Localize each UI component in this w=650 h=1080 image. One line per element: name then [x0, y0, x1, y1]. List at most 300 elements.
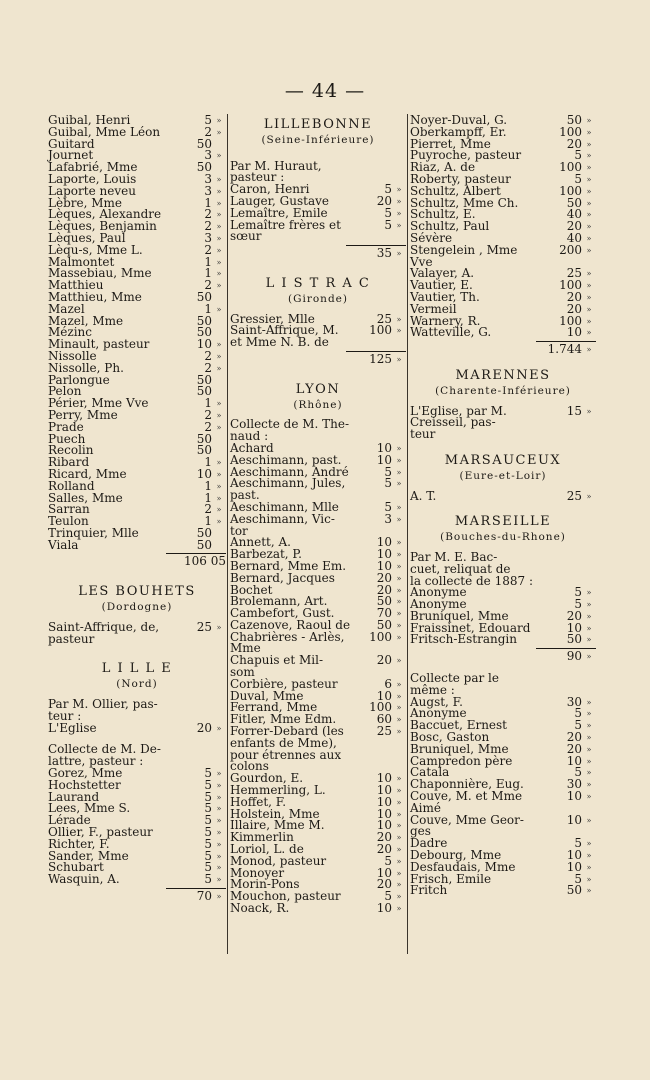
entry-amount: 20: [196, 720, 212, 735]
entry-name: Noack, R.: [230, 901, 290, 916]
entry-name: Hemmerling, L.: [230, 783, 326, 798]
entry-name: Par M. Huraut, pasteur :: [230, 158, 322, 185]
entry-name: Noyer-Duval, G.: [410, 113, 508, 127]
entry-centimes: »: [216, 875, 222, 885]
entry-centimes: »: [396, 845, 402, 855]
list-item: [48, 699, 226, 723]
entry-name: Bernard, Jacques: [230, 570, 335, 585]
entry-amount: 10: [566, 859, 582, 874]
entry-amount: 50: [196, 525, 212, 540]
entry-centimes: »: [216, 517, 222, 527]
entry-centimes: »: [216, 863, 222, 873]
entry-amount: 20: [376, 582, 392, 597]
entry-name: Lèques, Benjamin: [48, 219, 157, 234]
entry-centimes: »: [216, 245, 222, 255]
entry-amount: 20: [566, 289, 582, 304]
entry-name: Watteville, G.: [410, 325, 492, 340]
entry-amount: 25: [566, 488, 582, 503]
entry-centimes: »: [396, 208, 402, 218]
entry-centimes: »: [216, 222, 222, 232]
entry-name: Par M. E. Bac- cuet, reliquat de la collecte de 1887 :: [410, 549, 533, 588]
entry-name: Valayer, A.: [410, 266, 475, 281]
entry-centimes: »: [216, 481, 222, 491]
entry-centimes: »: [396, 609, 402, 619]
entry-name: Dadre: [410, 836, 448, 851]
entry-centimes: »: [396, 774, 402, 784]
entry-centimes: »: [396, 786, 402, 796]
entry-name: Guitard: [48, 136, 95, 151]
entry-name: Guibal, Henri: [48, 113, 131, 127]
entry-amount: 2: [204, 278, 212, 293]
list-item: [230, 217, 406, 244]
list-item: [410, 549, 596, 588]
entry-amount: 50: [566, 195, 582, 210]
entry-amount: 25: [566, 266, 582, 281]
entry-centimes: »: [216, 174, 222, 184]
entry-amount: 50: [196, 431, 212, 446]
entry-name: Bosc, Gaston: [410, 730, 490, 745]
total-row: 90 »: [410, 651, 596, 663]
entry-name: Recolin: [48, 443, 94, 458]
entry-amount: 10: [376, 794, 392, 809]
section-subheading: (Nord): [116, 678, 158, 691]
entry-name: Monod, pasteur: [230, 853, 327, 868]
entry-centimes: »: [586, 756, 592, 766]
entry-amount: 50: [196, 384, 212, 399]
entry-name: Pierret, Mme: [410, 136, 491, 151]
section-heading: LYON: [295, 381, 341, 397]
entry-centimes: »: [216, 469, 222, 479]
total-amount: 106 05: [184, 554, 226, 569]
entry-centimes: »: [396, 561, 402, 571]
entry-name: Pelon: [48, 384, 82, 399]
entry-amount: 2: [204, 502, 212, 517]
entry-amount: 5: [384, 464, 392, 479]
entry-name: Ribard: [48, 455, 90, 470]
entry-name: Lemaître, Emile: [230, 205, 328, 220]
entry-centimes: »: [586, 304, 592, 314]
entry-name: Morin-Pons: [230, 877, 300, 892]
entry-centimes: »: [396, 573, 402, 583]
entry-name: Lemaître frères et sœur: [230, 217, 341, 244]
entry-amount: 2: [204, 207, 212, 222]
entry-name: Caron, Henri: [230, 182, 310, 197]
entry-centimes: »: [586, 588, 592, 598]
entry-centimes: »: [216, 269, 222, 279]
entry-name: Vermeil: [410, 301, 457, 316]
entry-centimes: »: [586, 198, 592, 208]
entry-centimes: »: [216, 399, 222, 409]
entry-centimes: »: [586, 281, 592, 291]
entry-amount: 1: [204, 301, 212, 316]
entry-centimes: »: [586, 600, 592, 610]
section-heading: LES BOUHETS: [78, 584, 196, 600]
entry-amount: 5: [574, 871, 582, 886]
entry-amount: 100: [369, 629, 392, 644]
entry-centimes: »: [216, 127, 222, 137]
entry-name: Lauger, Gustave: [230, 193, 330, 208]
entry-amount: 10: [376, 452, 392, 467]
entry-list: [410, 115, 596, 339]
entry-name: Achard: [230, 440, 274, 455]
entry-amount: 50: [196, 325, 212, 340]
entry-name: Debourg, Mme: [410, 848, 502, 863]
entry-centimes: »: [586, 721, 592, 731]
entry-amount: 10: [566, 848, 582, 863]
entry-amount: 10: [566, 325, 582, 340]
entry-name: Gressier, Mlle: [230, 311, 315, 326]
section-subheading: (Rhône): [293, 398, 343, 411]
entry-name: Par M. Ollier, pas- teur :: [48, 697, 158, 723]
entry-amount: 2: [204, 124, 212, 139]
entry-name: Lérade: [48, 813, 91, 828]
entry-amount: 200: [559, 242, 582, 257]
entry-name: Matthieu, Mme: [48, 289, 142, 304]
entry-centimes: »: [216, 493, 222, 503]
entry-amount: 20: [566, 219, 582, 234]
entry-centimes: »: [396, 455, 402, 465]
entry-amount: 3: [204, 171, 212, 186]
total-row: 1.744 »: [410, 344, 596, 356]
entry-centimes: »: [396, 797, 402, 807]
entry-amount: 5: [384, 205, 392, 220]
entry-centimes: »: [586, 139, 592, 149]
entry-amount: 2: [204, 360, 212, 375]
entry-name: Loriol, L. de: [230, 842, 304, 857]
entry-centimes: »: [396, 809, 402, 819]
entry-list: [48, 115, 226, 551]
entry-amount: 10: [376, 558, 392, 573]
entry-amount: 60: [376, 712, 392, 727]
entry-centimes: »: [216, 816, 222, 826]
entry-centimes: »: [586, 733, 592, 743]
entry-amount: 3: [204, 230, 212, 245]
section-heading: MARSEILLE: [454, 514, 552, 530]
entry-name: Sander, Mme: [48, 848, 129, 863]
entry-name: Salles, Mme: [48, 490, 123, 505]
total-amount: 35: [376, 246, 392, 261]
entry-amount: 20: [376, 842, 392, 857]
entry-amount: 70: [376, 606, 392, 621]
entry-amount: 5: [204, 848, 212, 863]
entry-name: Fritch: [410, 883, 448, 898]
entry-amount: 5: [574, 718, 582, 733]
entry-name: Hoffet, F.: [230, 794, 287, 809]
entry-amount: 10: [376, 901, 392, 916]
entry-centimes: »: [396, 538, 402, 548]
entry-centimes: »: [586, 233, 592, 243]
list-item: [230, 478, 406, 502]
entry-amount: 1: [204, 478, 212, 493]
entry-name: Stengelein , Mme Vve: [410, 242, 518, 269]
entry-name: Vautier, Th.: [410, 289, 480, 304]
list-item: [48, 619, 226, 646]
entry-name: Chabrières - Arlès, Mme: [230, 629, 345, 656]
entry-centimes: »: [396, 656, 402, 666]
entry-centimes: »: [216, 839, 222, 849]
entry-name: Saint-Affrique, M. et Mme N. B. de: [230, 323, 339, 350]
entry-amount: 25: [196, 619, 212, 634]
section-subheading: (Charente-Inférieure): [435, 384, 571, 397]
entry-amount: 40: [566, 207, 582, 222]
entry-centimes: »: [216, 723, 222, 733]
entry-list: [410, 549, 596, 647]
entry-amount: 10: [566, 789, 582, 804]
entry-name: Baccuet, Ernest: [410, 718, 508, 733]
entry-amount: 10: [376, 771, 392, 786]
entry-amount: 50: [566, 113, 582, 127]
right-column: [410, 115, 596, 897]
entry-centimes: »: [216, 281, 222, 291]
entry-centimes: »: [216, 304, 222, 314]
entry-centimes: »: [586, 292, 592, 302]
entry-amount: 20: [566, 741, 582, 756]
entry-centimes: »: [396, 196, 402, 206]
entry-list: [230, 311, 406, 350]
entry-name: Puyroche, pasteur: [410, 148, 522, 163]
entry-name: Lèqu-s, Mme L.: [48, 242, 143, 257]
entry-centimes: »: [586, 316, 592, 326]
entry-amount: 2: [204, 242, 212, 257]
entry-name: Nissolle: [48, 348, 97, 363]
entry-centimes: »: [216, 151, 222, 161]
entry-amount: 50: [196, 313, 212, 328]
entry-centimes: »: [586, 839, 592, 849]
entry-name: Couve, M. et Mme Aimé: [410, 789, 523, 815]
entry-name: Bernard, Mme Em.: [230, 558, 347, 573]
entry-name: Lèques, Alexandre: [48, 207, 162, 222]
entry-name: Collecte par le même :: [410, 671, 499, 697]
entry-centimes: »: [216, 769, 222, 779]
section-heading: L I S T R A C: [265, 275, 371, 291]
entry-centimes: »: [586, 780, 592, 790]
entry-name: Bruniquel, Mme: [410, 741, 509, 756]
entry-name: Prade: [48, 419, 84, 434]
entry-centimes: »: [586, 127, 592, 137]
entry-centimes: »: [586, 186, 592, 196]
entry-name: Schultz, Paul: [410, 219, 490, 234]
list-item: [230, 511, 406, 538]
entry-name: Kimmerlin: [230, 830, 294, 845]
entry-centimes: »: [396, 597, 402, 607]
entry-amount: 5: [204, 766, 212, 781]
entry-name: Lafabrié, Mme: [48, 160, 138, 175]
entry-amount: 50: [196, 136, 212, 151]
entry-amount: 5: [384, 217, 392, 232]
entry-amount: 3: [204, 183, 212, 198]
entry-amount: 50: [566, 632, 582, 647]
entry-amount: 1: [204, 195, 212, 210]
entry-name: Vautier, E.: [410, 278, 473, 293]
entry-name: Guibal, Mme Léon: [48, 124, 161, 139]
entry-centimes: »: [216, 233, 222, 243]
entry-amount: 20: [566, 608, 582, 623]
section-subheading: (Dordogne): [101, 601, 173, 614]
entry-amount: 5: [384, 476, 392, 491]
entry-centimes: »: [216, 505, 222, 515]
entry-amount: 10: [376, 440, 392, 455]
entry-centimes: »: [586, 406, 592, 416]
entry-amount: 100: [559, 124, 582, 139]
entry-name: Bochet: [230, 582, 273, 597]
entry-name: Catala: [410, 765, 450, 780]
entry-name: Collecte de M. The- naud :: [230, 417, 350, 444]
entry-amount: 5: [574, 148, 582, 163]
entry-list: [230, 419, 406, 914]
entry-list: [48, 744, 226, 886]
list-item: [410, 488, 596, 503]
entry-name: Schultz, Albert: [410, 183, 501, 198]
entry-name: Puech: [48, 431, 86, 446]
entry-centimes: »: [396, 821, 402, 831]
entry-centimes: »: [586, 744, 592, 754]
entry-name: Brolemann, Art.: [230, 594, 328, 609]
list-item: [410, 673, 596, 697]
entry-name: Schultz, Mme Ch.: [410, 195, 519, 210]
entry-centimes: »: [396, 550, 402, 560]
entry-amount: 3: [204, 148, 212, 163]
list-item: [230, 903, 406, 915]
entry-name: Aeschimann, Mlle: [230, 499, 339, 514]
entry-centimes: »: [396, 502, 402, 512]
entry-name: Riaz, A. de: [410, 160, 476, 175]
entry-name: Hochstetter: [48, 777, 121, 792]
entry-amount: 50: [196, 537, 212, 552]
list-item: [230, 419, 406, 443]
entry-name: Duval, Mme: [230, 688, 304, 703]
entry-centimes: »: [586, 269, 592, 279]
entry-name: Malmontet: [48, 254, 115, 269]
entry-amount: 1: [204, 396, 212, 411]
entry-amount: 1: [204, 254, 212, 269]
entry-name: Laporte neveu: [48, 183, 136, 198]
entry-centimes: »: [586, 245, 592, 255]
entry-name: Schultz, E.: [410, 207, 476, 222]
entry-amount: 10: [196, 466, 212, 481]
entry-centimes: »: [396, 326, 402, 336]
entry-amount: 1: [204, 490, 212, 505]
entry-amount: 20: [376, 193, 392, 208]
entry-amount: 20: [376, 877, 392, 892]
entry-name: L'Eglise, par M. Creisseil, pas- teur: [410, 403, 507, 442]
entry-name: Parlongue: [48, 372, 110, 387]
entry-amount: 5: [204, 825, 212, 840]
list-item: [410, 885, 596, 897]
entry-name: Couve, Mme Geor- ges: [410, 812, 524, 839]
entry-amount: 2: [204, 407, 212, 422]
list-item: [410, 403, 596, 442]
entry-name: Aeschimann, past.: [230, 452, 342, 467]
entry-amount: 1: [204, 266, 212, 281]
entry-centimes: »: [216, 792, 222, 802]
entry-amount: 1: [204, 455, 212, 470]
entry-centimes: »: [586, 768, 592, 778]
section-subheading: (Bouches-du-Rhone): [440, 531, 566, 544]
entry-centimes: »: [396, 691, 402, 701]
list-item: [230, 158, 406, 185]
entry-name: Illaire, Mme M.: [230, 818, 325, 833]
list-item: [230, 655, 406, 679]
entry-amount: 50: [196, 372, 212, 387]
entry-name: Fritsch-Estrangin: [410, 632, 517, 647]
entry-amount: 15: [566, 403, 582, 418]
section-subheading: (Eure-et-Loir): [459, 469, 547, 482]
entry-amount: 25: [376, 311, 392, 326]
entry-amount: 5: [204, 813, 212, 828]
entry-amount: 10: [376, 806, 392, 821]
total-amount: 70: [196, 889, 212, 904]
list-item: [410, 327, 596, 339]
entry-centimes: »: [396, 620, 402, 630]
total-row: [48, 556, 226, 568]
entry-amount: 5: [384, 853, 392, 868]
entry-centimes: »: [396, 679, 402, 689]
entry-centimes: »: [396, 904, 402, 914]
entry-name: Gourdon, E.: [230, 771, 304, 786]
entry-name: Barbezat, P.: [230, 547, 302, 562]
total-amount: 90: [566, 649, 582, 664]
total-amount: 1.744: [547, 342, 582, 357]
page-number: — 44 —: [284, 80, 366, 102]
entry-centimes: »: [586, 210, 592, 220]
entry-name: Journet: [48, 148, 94, 163]
entry-list: [410, 673, 596, 897]
entry-centimes: »: [396, 715, 402, 725]
entry-amount: 5: [204, 113, 212, 127]
entry-name: Mazel, Mme: [48, 313, 124, 328]
entry-name: Perry, Mme: [48, 407, 118, 422]
entry-centimes: »: [586, 635, 592, 645]
entry-name: Schubart: [48, 860, 104, 875]
entry-name: Fraissinet, Edouard: [410, 620, 531, 635]
entry-centimes: »: [216, 410, 222, 420]
entry-amount: 10: [376, 818, 392, 833]
column-divider: [407, 114, 408, 954]
list-item: [230, 325, 406, 349]
entry-centimes: »: [586, 611, 592, 621]
entry-amount: 5: [574, 585, 582, 600]
entry-name: Mouchon, pasteur: [230, 889, 341, 904]
entry-amount: 10: [376, 547, 392, 562]
entry-centimes: »: [216, 458, 222, 468]
entry-amount: 50: [376, 617, 392, 632]
entry-centimes: »: [396, 833, 402, 843]
entry-name: Corbière, pasteur: [230, 676, 338, 691]
entry-centimes: »: [216, 210, 222, 220]
entry-amount: 6: [384, 676, 392, 691]
list-item: [48, 720, 226, 735]
entry-centimes: »: [216, 351, 222, 361]
entry-name: Trinquier, Mlle: [48, 525, 139, 540]
entry-centimes: »: [216, 851, 222, 861]
entry-name: Anonyme: [410, 585, 467, 600]
entry-amount: 5: [204, 777, 212, 792]
entry-name: Collecte de M. De- lattre, pasteur :: [48, 742, 161, 769]
entry-centimes: »: [396, 314, 402, 324]
entry-name: Sévère: [410, 230, 453, 245]
entry-amount: 5: [574, 765, 582, 780]
entry-centimes: »: [216, 257, 222, 267]
entry-amount: 2: [204, 348, 212, 363]
entry-centimes: »: [586, 174, 592, 184]
entry-amount: 100: [369, 323, 392, 338]
entry-name: Ferrand, Mme: [230, 700, 318, 715]
entry-amount: 1: [204, 514, 212, 529]
entry-amount: 50: [566, 883, 582, 898]
entry-name: Mézinc: [48, 325, 92, 340]
entry-amount: 5: [574, 171, 582, 186]
entry-list: [410, 488, 596, 503]
